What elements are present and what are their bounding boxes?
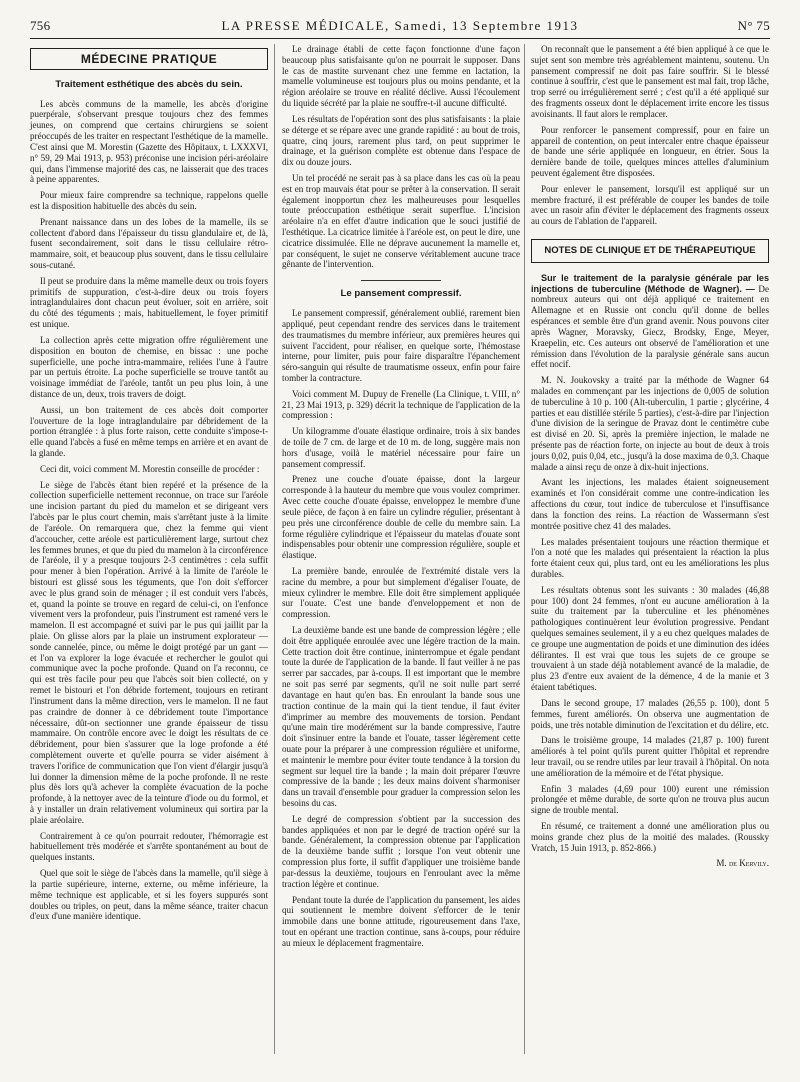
paragraph: Le degré de compression s'obtient par la succession des bandes appliquées et non par le degré de traction opéré sur la bande. Généralement, la compression obtenue par l'application de la deuxième bande suffit ; lorsque l'on veut obtenir une compression plus forte, il suffit d'appliquer une troisième bande par-dessus la deuxième, toujours en l'enroulant avec la même traction légère et continue. (282, 813, 520, 889)
article-body-continued (282, 44, 520, 270)
paragraph: En résumé, ce traitement a donné une amélioration plus ou moins grande chez plus de la moitié des malades. (Roussky Vratch, 15 Juin 1913, p. 852-866.) (531, 821, 769, 853)
paragraph: Les résultats de l'opération sont des plus satisfaisants : la plaie se déterge et se répare avec une grande rapidité : au bout de trois, quatre, cinq jours, rarement plus tard, on peut supprimer le drainage, et la guérison complète est obtenue dans l'espace de dix ou douze jours. (282, 113, 520, 168)
journal-title: LA PRESSE MÉDICALE, Samedi, 13 Septembre 1913 (221, 18, 579, 33)
running-header (30, 18, 770, 34)
paragraph: Aussi, un bon traitement de ces abcès doit comporter l'ouverture de la loge intraglandulaire par débridement de la portion étranglée : à plus forte raison, cette conduite s'impose-t-elle quand l'abcès a fusé en même temps en arrière et en avant de la glande. (30, 404, 268, 458)
article-separator (361, 280, 441, 281)
article-body (282, 308, 520, 949)
note-title: Sur le traitement de la paralysie générale par les injections de tuberculine (Méthode de Wagner). — (531, 272, 769, 294)
paragraph: Dans le troisième groupe, 14 malades (21,87 p. 100) furent améliorés à tel point qu'ils purent quitter l'hôpital et reprendre leur travail, ou se rendre utiles par leur travail à l'hôpital. On nota une amélioration de la mémoire et de l'état physique. (531, 735, 769, 778)
paragraph: Quel que soit le siège de l'abcès dans la mamelle, qu'il siège à la partie supérieure, interne, externe, ou même inférieure, la même technique est applicable, et si les foyers suppurés sont doubles ou triples, on peut, dans la même séance, traiter chacun d'eux d'une manière identique. (30, 868, 268, 922)
paragraph: Enfin 3 malades (4,69 pour 100) eurent une rémission prolongée et même durable, de sorte qu'on ne trouva plus aucun signe de trouble mental. (531, 783, 769, 816)
note-lead-paragraph: Sur le traitement de la paralysie générale par les injections de tuberculine (Méthode de Wagner). — De nombreux auteurs qui ont déjà appliqué ce traitement en Allemagne et en Russie ont conclu qu'il donne de belles espérances et semble être d'un grand avenir. Nous pouvons citer après Wagner, Moravsky, Giecz, Brodsky, Enge, Meyer, Kraepelin, etc. Ces auteurs ont observé de l'amélioration et une rémission dans l'évolution de la paralysie générale sans aucun effet nocif. (531, 272, 769, 370)
paragraph: Dans le second groupe, 17 malades (26,55 p. 100), dont 5 femmes, furent améliorés. On observa une augmentation de poids, une très notable diminution de l'excitation et du délire, etc. (531, 697, 769, 730)
article-heading: Le pansement compressif. (340, 288, 462, 300)
paragraph: Contrairement à ce qu'on pourrait redouter, l'hémorragie est habituellement très modérée et s'arrête spontanément au bout de quelques instants. (30, 830, 268, 863)
paragraph: Un kilogramme d'ouate élastique ordinaire, trois à six bandes de toile de 7 cm. de large et de 10 m. de long, suggère mais non hors d'usage, voilà le matériel nécessaire pour faire un pansement compressif. (282, 426, 520, 469)
paragraph: On reconnaît que le pansement a été bien appliqué à ce que le sujet sent son membre très agréablement maintenu, soutenu. Un pansement compressif ne doit pas faire souffrir. Si le blessé continue à souffrir, c'est que le pansement est mal fait, trop lâche, trop serré ou irrégulièrement serré ; c'est qu'il a été appliqué sur des fragments osseux dont le déplacement irrite encore les tissus avoisinants. Il faut alors le remplacer. (531, 44, 769, 119)
paragraph: Le drainage établi de cette façon fonctionne d'une façon beaucoup plus satisfaisante qu'on ne pourrait le supposer. Dans le cas de mastite survenant chez une femme en lactation, la mamelle volumineuse est toujours plus ou moins pendante, et la région aréolaire se trouve en réalité déclive. Aussi l'écoulement du liquide sécrété par la plaie ne souffre-t-il aucune difficulté. (282, 44, 520, 109)
column-divider (274, 44, 275, 1054)
paragraph: Les malades présentaient toujours une réaction thermique et l'on a noté que les malades qui présentaient la réaction la plus forte étaient ceux qui, plus tard, ont eu les améliorations les plus durables. (531, 536, 769, 579)
paragraph: Pendant toute la durée de l'application du pansement, les aides qui soutiennent le membre doivent s'efforcer de le tenir immobile dans une bonne attitude, rigoureusement dans l'axe, tout en opérant une traction continue, sans à-coups, pour réduire au mieux le déplacement fragmentaire. (282, 894, 520, 948)
page-number: 756 (30, 18, 51, 33)
article-heading: Traitement esthétique des abcès du sein. (55, 78, 243, 90)
section-title: MÉDECINE PRATIQUE (30, 48, 268, 70)
section-title: NOTES DE CLINIQUE ET DE THÉRAPEUTIQUE (531, 239, 769, 263)
column-divider (524, 44, 525, 1054)
paragraph: Les abcès communs de la mamelle, les abcès d'origine puerpérale, s'observant presque toujours chez des femmes jeunes, on comprend que certains chirurgiens se soient préoccupés de les traiter en respectant l'esthétique de la mamelle. C'est ainsi que M. Morestin (Gazette des Hôpitaux, t. LXXXVI, n° 59, 29 Mai 1913, p. 953) préconise une incision péri-aréolaire qui, dans l'immense majorité des cas, ne laisserait que des traces à peine apparentes. (30, 98, 268, 185)
header-rule (30, 38, 770, 39)
paragraph: Prenant naissance dans un des lobes de la mamelle, ils se collectent d'abord dans l'épaisseur du tissu glandulaire et, de là, fusent secondairement, soit dans le tissu cellulaire rétro-mammaire, soit, et beaucoup plus souvent, dans le tissu cellulaire sous-cutané. (30, 216, 268, 270)
paragraph: Pour renforcer le pansement compressif, pour en faire un appareil de contention, on peut intercaler entre chaque épaisseur de bande une série appliquée en longueur, en étrier. Sous la dernière bande de toile, quelques minces attelles d'aluminium peuvent également être disposées. (531, 124, 769, 178)
column-3 (531, 44, 769, 869)
issue-number: N° 75 (737, 18, 770, 33)
paragraph: Un tel procédé ne serait pas à sa place dans les cas où la peau est en trop mauvais état pour se prêter à la conservation. Il serait également inopportun chez les malheureuses pour lesquelles toute préoccupation esthétique serait superflue. L'incision aréolaire n'a en effet d'autre indication que le souci justifié de l'esthétique. La cicatrice limitée à l'aréole est, on peut le dire, une cicatrice dissimulée. Elle ne déprave aucunement la mamelle et, par conséquent, le sujet ne conserve véritablement aucune trace gênante de l'intervention. (282, 172, 520, 270)
article-body (30, 99, 268, 923)
paragraph: Ceci dit, voici comment M. Morestin conseille de procéder : (40, 463, 260, 474)
article-body-continued (531, 44, 769, 227)
paragraph: La première bande, enroulée de l'extrémité distale vers la racine du membre, a pour but simplement d'égaliser l'ouate, de mieux cylindrer le membre. Elle doit être simplement appliquée sur l'ouate. C'est une bande d'enveloppement et non de compression. (282, 565, 520, 620)
paragraph: M. N. Joukovsky a traité par la méthode de Wagner 64 malades en commençant par les injections de 0,005 de solution de tuberculine à 10 p. 100 (Alt-tuberculin, 1 partie ; glycérine, 4 parties et eau distillée stérile 5 parties), c'est-à-dire par l'injection d'une division de la seringue de Pravaz dont le centimètre cube est divisé en 20. Si, après la première injection, le malade ne présente pas de réaction forte, on injecte au bout de deux à trois jours 0,02, puis 0,04, etc., jusqu'à la dose maxima de 0,3. Chaque malade a ainsi reçu de onze à dix-huit injections. (531, 375, 769, 472)
column-2 (282, 44, 520, 954)
paragraph: Le siège de l'abcès étant bien repéré et la présence de la collection superficielle nettement reconnue, on trace sur l'aréole une incision partant du pied du mamelon et se dirigeant vers l'abcès par le plus court chemin, mais s'arrêtant juste à la limite de l'aréole. On remarquera que, chez la femme qui vient d'accoucher, cette aréole est particulièrement large, surtout chez les femmes brunes, et que du pied du mamelon à la circonférence de l'aréole, il y a presque toujours 2-3 centimètres : cela suffit pour mener à bien l'opération. Arrivé à la limite de l'aréole le bistouri est glissé sous les téguments, que l'on doit s'efforcer avec le plus grand soin de ménager ; il est conduit vers l'abcès, et, quand la pointe se trouve en regard de celui-ci, on l'enfonce vivement vers la profondeur, puis l'instrument est ramené vers le mamelon. Il est accompagné et suivi par le pus qui jaillit par la plaie. On glisse alors par la plaie un instrument explorateur — sonde cannelée, pince, ou même le doigt protégé par un gant — et l'on va explorer la loge évacuée et rechercher le goulot qui communique avec la poche profonde. Quand on l'a reconnu, ce qui est très facile pour peu que l'abcès soit bien collecté, on y remet le bistouri et l'on débride fortement, toujours en retirant l'instrument dans la même direction, vers le mamelon. Il ne faut pas craindre de donner à ce débridement toute l'importance nécessaire, dût-on sectionner une grande épaisseur de tissu mammaire. On contrôle encore avec le doigt les résultats de ce débridement, pour bien s'assurer que la loge profonde a été complètement ouverte et qu'elle pourra se vider aisément à travers l'orifice de communication que l'on vient d'élargir jusqu'à lui donner la dimension même de la poche profonde. Il ne reste plus dès lors qu'à achever la complète évacuation de la poche profonde, à la nettoyer avec de la teinture d'iode ou du formol, et à y installer un drain relativement volumineux qui sortira par la plaie aréolaire. (30, 479, 268, 825)
paragraph: Pour enlever le pansement, lorsqu'il est appliqué sur un membre fracturé, il est préférable de couper les bandes de toile avec un rasoir afin d'éviter le déplacement des fragments osseux au cours de l'ablation de l'appareil. (531, 183, 769, 227)
paragraph: Prenez une couche d'ouate épaisse, dont la largeur corresponde à la hauteur du membre que vous voulez comprimer. Avec cette couche d'ouate épaisse, enveloppez le membre d'une seule pièce, de façon à en faire un cylindre régulier, présentant à peu près une circonférence double de celle du membre sain. La forme régulière cylindrique et l'épaisseur du matelas d'ouate sont indispensables pour obtenir une compression régulière, souple et élastique. (282, 474, 520, 561)
paragraph: Il peut se produire dans la même mamelle deux ou trois foyers primitifs de suppuration, c'est-à-dire deux ou trois foyers intraglandulaires dont chacun peut évoluer, soit en arrière, soit du côté des téguments ; mais, habituellement, le foyer primitif est unique. (30, 275, 268, 330)
paragraph: Voici comment M. Dupuy de Frenelle (La Clinique, t. VIII, n° 21, 23 Mai 1913, p. 329) décrit la technique de l'application de la compression : (282, 388, 520, 421)
column-1 (30, 44, 268, 927)
paragraph: La deuxième bande est une bande de compression légère ; elle doit être appliquée enroulée avec une légère traction de la main. Cette traction doit être continue, ininterrompue et égale pendant toute la durée de l'application de la bande. Il faut veiller à ne pas serrer par saccades, par à-coups. Il est important que le membre ne soit pas serré par segments, qu'il ne soit nulle part serré davantage en haut qu'en bas. En enroulant la bande sous une traction continue de la main qui la tient tendue, il faut éviter d'imprimer au membre des mouvements de torsion. Pendant qu'une main tire modérément sur la bande compressive, l'autre doit s'insinuer entre la bande et l'ouate, tasser légèrement cette ouate pour la préparer à une compression régulière et uniforme, et maintenir le membre pour éviter toute tendance à la torsion du segment sur lequel tire la bande ; la main doit préparer l'œuvre compressive de la bande ; les deux mains doivent s'harmoniser dans un travail d'ensemble pour graduer la compression selon les besoins du cas. (282, 625, 520, 808)
paragraph: Avant les injections, les malades étaient soigneusement examinés et l'on considérait comme une contre-indication les affections du cœur, tout indice de tuberculose et l'insuffisance dans la fonction des reins. La réaction de Wassermann s'est montrée positive chez 41 des malades. (531, 477, 769, 531)
note-body (531, 375, 769, 853)
paragraph: Le pansement compressif, généralement oublié, rarement bien appliqué, peut cependant rendre des services dans le traitement des traumatismes du membre inférieur, aux premières heures qui suivent l'accident, pour réaliser, en quelque sorte, l'hémostase interne, pour limiter, puis pour faire disparaître l'épanchement séro-sanguin qui résulte de traumatisme osseux, enfin pour faire tomber la contracture. (282, 308, 520, 383)
paragraph: Pour mieux faire comprendre sa technique, rappelons quelle est la disposition habituelle des abcès du sein. (30, 190, 268, 211)
paragraph: La collection après cette migration offre régulièrement une disposition en bouton de chemise, en bissac : une poche superficielle, une poche intra-mammaire, reliées l'une à l'autre par un pertuis étroite. La poche superficielle se trouve tantôt au voisinage immédiat de l'aréole, tantôt un peu plus loin, à une distance de un, deux, trois travers de doigt. (30, 334, 268, 399)
paragraph: Les résultats obtenus sont les suivants : 30 malades (46,88 pour 100) dont 24 femmes, n'ont eu aucune amélioration à la suite du traitement par la tuberculine et les phénomènes pathologiques continuèrent leur évolution progressive. Pendant quelques semaines seulement, il y a eu chez quelques malades de ce groupe une augmentation de poids et une diminution des idées délirantes. Il est vrai que tous les sujets de ce groupe se trouvaient à un stade déjà notablement avancé de la maladie, de plus 23 d'entre eux avaient de la démence, 4 de la manie et 3 étaient tabétiques. (531, 584, 769, 693)
author-signature: M. de Kervily. (716, 858, 769, 869)
